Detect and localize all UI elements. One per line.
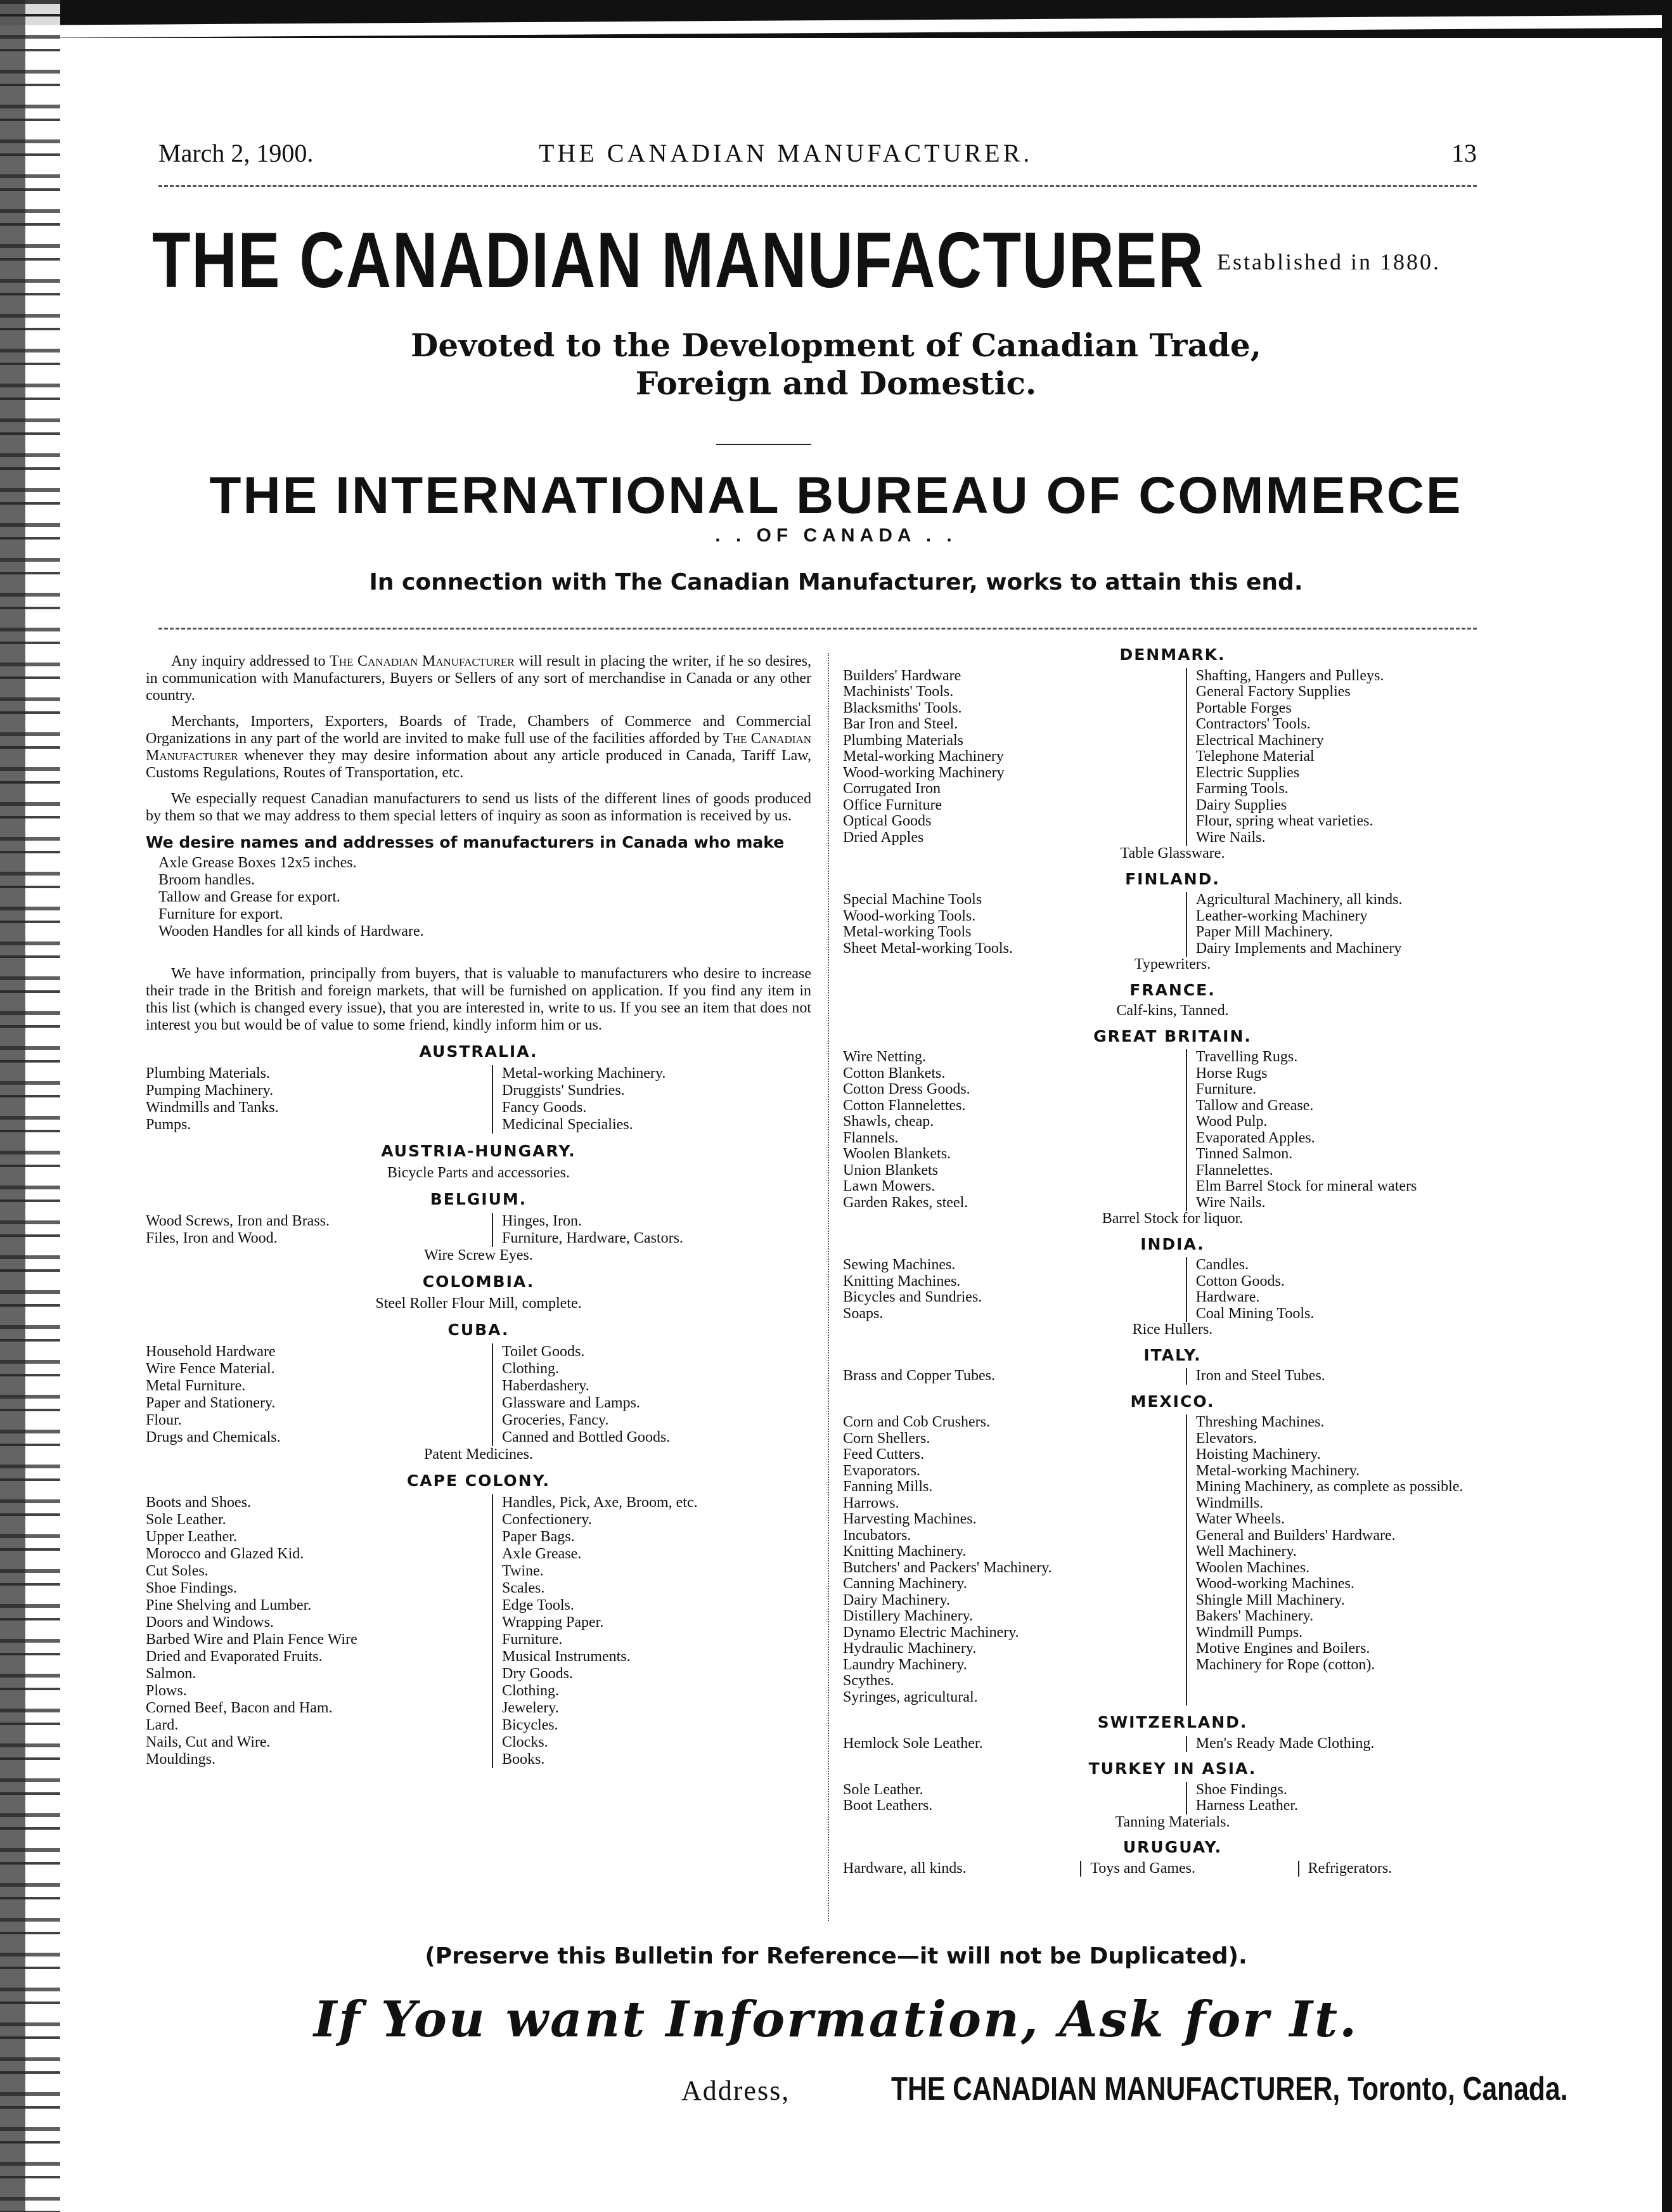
intro-p2-text-c: whenever they may desire information about any article produced in Canada, Tariff Law, Customs Regulations, Routes of Transportation, etc. — [146, 747, 811, 781]
australia-list-b — [492, 1065, 811, 1134]
list-item: Bakers' Machinery. — [1195, 1608, 1314, 1624]
list-item: Twine. — [502, 1563, 544, 1579]
preserve-notice: (Preserve this Bulletin for Reference—it will not be Duplicated). — [425, 1943, 1247, 1969]
list-item: Furniture, Hardware, Castors. — [502, 1230, 683, 1246]
heading-france: FRANCE. — [1129, 980, 1216, 999]
list-item: Lawn Mowers. — [843, 1178, 936, 1194]
list-item: Axle Grease Boxes 12x5 inches. — [158, 855, 357, 871]
heading-cuba: CUBA. — [447, 1321, 510, 1339]
list-item: Tallow and Grease. — [1195, 1097, 1314, 1114]
cape-list-b — [492, 1494, 811, 1768]
list-item: Wire Nails. — [1195, 1194, 1266, 1211]
list-item: Hinges, Iron. — [502, 1213, 582, 1229]
list-item: Wood-working Machines. — [1195, 1575, 1354, 1592]
list-item: Refrigerators. — [1298, 1861, 1502, 1877]
list-item: Household Hardware — [146, 1343, 276, 1360]
list-item: Dairy Machinery. — [843, 1591, 951, 1608]
denmark-list-a — [843, 668, 1186, 846]
list-item: Agricultural Machinery, all kinds. — [1195, 891, 1403, 908]
cuba-list-b — [492, 1343, 811, 1446]
connection-line: In connection with The Canadian Manufacturer, works to attain this end. — [369, 569, 1303, 595]
scan-edge-top — [0, 0, 1672, 38]
list-item: Evaporated Apples. — [1195, 1129, 1315, 1146]
list-item: Corned Beef, Bacon and Ham. — [146, 1700, 333, 1716]
australia-lists — [146, 1065, 811, 1134]
britain-list-a — [843, 1049, 1186, 1211]
heading-mexico: MEXICO. — [1130, 1392, 1215, 1411]
heading-belgium: BELGIUM. — [430, 1190, 527, 1208]
italy-list-b — [1186, 1368, 1502, 1385]
switzerland-list-a — [843, 1736, 1186, 1752]
list-item: Portable Forges — [1195, 699, 1292, 716]
list-item: Paper and Stationery. — [146, 1395, 276, 1411]
list-item: Table Glassware. — [1120, 845, 1225, 862]
heading-australia: AUSTRALIA. — [419, 1042, 538, 1061]
list-item: Paper Bags. — [502, 1529, 575, 1545]
list-item: Plows. — [146, 1683, 187, 1699]
bureau-title: THE INTERNATIONAL BUREAU OF COMMERCE — [209, 467, 1463, 524]
belgium-lists — [146, 1213, 811, 1247]
turkey-list-b — [1186, 1782, 1502, 1814]
list-item: Mining Machinery, as complete as possible. — [1195, 1478, 1463, 1495]
list-item: Tinned Salmon. — [1195, 1146, 1293, 1162]
heading-uruguay: URUGUAY. — [1122, 1838, 1223, 1856]
australia-list-a — [146, 1065, 492, 1134]
intro-paragraph-1 — [146, 653, 811, 704]
list-item: Confectionery. — [502, 1511, 592, 1528]
italy-list-a — [843, 1368, 1186, 1385]
list-item: Wood-working Machinery — [843, 764, 1005, 781]
finland-list-b — [1186, 892, 1502, 957]
list-item: General and Builders' Hardware. — [1195, 1527, 1396, 1544]
devoted-line-1: Devoted to the Development of Canadian Trade, — [410, 327, 1262, 364]
list-item: Doors and Windows. — [146, 1614, 274, 1631]
list-item: Hydraulic Machinery. — [843, 1640, 977, 1657]
list-item: Axle Grease. — [502, 1546, 582, 1562]
list-item: Shawls, cheap. — [843, 1113, 934, 1130]
running-head — [158, 138, 1477, 176]
mexico-lists — [843, 1414, 1502, 1705]
list-item: Distillery Machinery. — [843, 1608, 974, 1624]
uruguay-list — [843, 1861, 1502, 1877]
running-title: THE CANADIAN MANUFACTURER. — [539, 139, 1033, 167]
list-item: Harvesting Machines. — [843, 1511, 977, 1527]
list-item: Mouldings. — [146, 1751, 216, 1768]
list-item: Salmon. — [146, 1665, 196, 1682]
list-item: Groceries, Fancy. — [502, 1412, 609, 1428]
list-item: Men's Ready Made Clothing. — [1195, 1735, 1375, 1752]
spacer — [146, 940, 811, 966]
list-item: Dry Goods. — [502, 1665, 573, 1682]
heading-italy: ITALY. — [1143, 1345, 1202, 1364]
list-item: Special Machine Tools — [843, 891, 982, 908]
list-item: Electric Supplies — [1195, 764, 1300, 781]
list-item: Bicycles and Sundries. — [843, 1289, 982, 1305]
list-item: Scales. — [502, 1580, 545, 1596]
list-item: Pumps. — [146, 1116, 191, 1133]
intro-paragraph-2 — [146, 713, 811, 782]
list-item: General Factory Supplies — [1195, 683, 1351, 700]
heading-turkey: TURKEY IN ASIA. — [1088, 1759, 1257, 1778]
list-item: Wood-working Tools. — [843, 907, 976, 924]
list-item: Barrel Stock for liquor. — [1102, 1210, 1244, 1227]
list-item: Elevators. — [1195, 1430, 1257, 1447]
list-item: Sole Leather. — [146, 1511, 226, 1528]
belgium-list-a — [146, 1213, 492, 1247]
intro-p1-text-c: will result in placing the writer, if he so desires, in communication with Manufacturers, Buyers or Sellers of any sort of merchandise in Canada or any other country. — [146, 653, 811, 704]
list-item: Bicycle Parts and accessories. — [387, 1165, 570, 1181]
list-item: Knitting Machinery. — [843, 1543, 967, 1560]
list-item: Metal-working Machinery. — [502, 1065, 666, 1082]
list-item: Sewing Machines. — [843, 1257, 956, 1273]
address-name: THE CANADIAN MANUFACTURER, Toronto, Canada. — [891, 2071, 1568, 2107]
list-item: Iron and Steel Tubes. — [1195, 1368, 1325, 1384]
finland-lists — [843, 892, 1502, 957]
list-item: Bar Iron and Steel. — [843, 716, 958, 732]
list-item: Upper Leather. — [146, 1529, 237, 1545]
cape-list-a — [146, 1494, 492, 1768]
list-item: Builders' Hardware — [843, 667, 961, 684]
heading-switzerland: SWITZERLAND. — [1097, 1713, 1248, 1731]
intro-p2-text-a: Merchants, Importers, Exporters, Boards of Trade, Chambers of Commerce and Commercial Organizations in any part of the world are invited to make full use of the facilities afforded by — [146, 713, 811, 747]
list-item: Water Wheels. — [1195, 1511, 1285, 1527]
intro-p2-paper-name: The Canadian Manufacturer — [146, 730, 811, 764]
turkey-lists — [843, 1782, 1502, 1814]
list-item: Knitting Machines. — [843, 1272, 961, 1290]
list-item: Motive Engines and Boilers. — [1195, 1640, 1370, 1657]
list-item: Wood Pulp. — [1195, 1113, 1268, 1130]
list-item: Plumbing Materials. — [146, 1065, 270, 1082]
list-item: Patent Medicines. — [424, 1446, 533, 1463]
established-note: Established in 1880. — [1217, 249, 1441, 275]
list-item: Fancy Goods. — [502, 1099, 587, 1116]
list-item: Druggists' Sundries. — [502, 1082, 625, 1099]
list-item: Musical Instruments. — [502, 1648, 631, 1665]
list-item: Lard. — [146, 1717, 179, 1733]
list-item: Garden Rakes, steel. — [843, 1194, 968, 1211]
list-item: Corrugated Iron — [843, 780, 941, 797]
list-item: Metal-working Machinery — [843, 748, 1004, 765]
list-item: Leather-working Machinery — [1195, 907, 1368, 924]
list-item: Horse Rugs — [1195, 1064, 1268, 1082]
list-item: Metal-working Tools — [843, 924, 972, 940]
list-item: Canning Machinery. — [843, 1575, 967, 1592]
list-item: Butchers' and Packers' Machinery. — [843, 1559, 1052, 1576]
list-item: Dried Apples — [843, 829, 924, 846]
list-item: Drugs and Chemicals. — [146, 1429, 281, 1446]
heading-austria-hungary: AUSTRIA-HUNGARY. — [381, 1142, 576, 1160]
turkey-list-a — [843, 1782, 1186, 1814]
list-item: Wire Screw Eyes. — [424, 1247, 533, 1264]
list-item: Threshing Machines. — [1195, 1414, 1325, 1430]
list-item: Windmill Pumps. — [1195, 1624, 1303, 1641]
list-item: Wire Nails. — [1195, 829, 1266, 846]
india-list-b — [1186, 1257, 1502, 1322]
list-item: Laundry Machinery. — [843, 1656, 967, 1673]
list-item: Wire Netting. — [843, 1049, 926, 1065]
britain-list-b — [1186, 1049, 1502, 1211]
list-item: Medicinal Specialies. — [502, 1116, 633, 1133]
list-item: Clocks. — [502, 1734, 548, 1750]
short-rule — [716, 444, 811, 445]
list-item: Files, Iron and Wood. — [146, 1230, 278, 1246]
list-item: Shoe Findings. — [146, 1580, 238, 1596]
list-item: Blacksmiths' Tools. — [843, 699, 962, 716]
list-item: Woolen Machines. — [1195, 1559, 1310, 1576]
cape-lists — [146, 1494, 811, 1768]
india-list-a — [843, 1257, 1186, 1322]
list-item: Flannels. — [843, 1129, 899, 1146]
list-item: Canned and Bottled Goods. — [502, 1429, 671, 1446]
india-lists — [843, 1257, 1502, 1322]
list-item: Electrical Machinery — [1195, 732, 1324, 749]
list-item: Jewelery. — [502, 1700, 559, 1716]
list-item: Nails, Cut and Wire. — [146, 1734, 271, 1750]
list-item: Hardware, all kinds. — [843, 1860, 967, 1877]
list-item: Evaporators. — [843, 1462, 920, 1479]
list-item: Optical Goods — [843, 813, 932, 829]
list-item: Bicycles. — [502, 1717, 558, 1733]
list-item: Woolen Blankets. — [843, 1146, 951, 1162]
intro-paragraph-4: We have information, principally from buyers, that is valuable to manufacturers who desire to increase their trade in the British and foreign markets, that will be furnished on application. If you find any item in this list (which is changed every issue), that you are interested in, write to us. If you see an item that does not interest you but would be of value to some friend, kindly inform him or us. — [146, 966, 811, 1033]
heading-great-britain: GREAT BRITAIN. — [1093, 1026, 1252, 1045]
list-item: Wire Fence Material. — [146, 1361, 275, 1377]
list-item: Rice Hullers. — [1132, 1321, 1213, 1338]
list-item: Sole Leather. — [843, 1781, 923, 1798]
list-item: Feed Cutters. — [843, 1446, 924, 1463]
list-item: Boot Leathers. — [843, 1797, 933, 1814]
britain-lists — [843, 1049, 1502, 1211]
list-item: Wooden Handles for all kinds of Hardware. — [158, 923, 424, 940]
list-item: Harness Leather. — [1195, 1797, 1299, 1814]
address-line — [681, 2070, 1672, 2108]
heading-india: INDIA. — [1140, 1234, 1205, 1253]
list-item: Books. — [502, 1751, 545, 1768]
list-item: Scythes. — [843, 1672, 894, 1689]
page-number: 13 — [1451, 139, 1477, 167]
list-item: Furniture for export. — [158, 906, 283, 922]
list-item: Pumping Machinery. — [146, 1082, 274, 1099]
list-item: Plumbing Materials — [843, 732, 963, 749]
list-item: Toys and Games. — [1080, 1861, 1297, 1877]
cuba-lists — [146, 1343, 811, 1446]
list-item: Shoe Findings. — [1195, 1781, 1287, 1798]
list-item: Toilet Goods. — [502, 1343, 585, 1360]
list-item: Glassware and Lamps. — [502, 1395, 640, 1411]
list-item: Travelling Rugs. — [1195, 1049, 1298, 1065]
list-item: Cotton Dress Goods. — [843, 1081, 970, 1097]
list-item: Sheet Metal-working Tools. — [843, 940, 1013, 957]
desire-list — [146, 855, 811, 940]
column-divider — [828, 653, 829, 1921]
list-item: Clothing. — [502, 1683, 560, 1699]
list-item: Windmills and Tanks. — [146, 1099, 279, 1116]
list-item: Shafting, Hangers and Pulleys. — [1195, 667, 1384, 684]
italy-lists — [843, 1368, 1502, 1385]
intro-p1-text-a: Any inquiry addressed to — [171, 653, 330, 669]
list-item: Paper Mill Machinery. — [1195, 924, 1334, 940]
list-item: Machinery for Rope (cotton). — [1195, 1656, 1375, 1673]
devoted-line-2: Foreign and Domestic. — [635, 365, 1037, 402]
left-column — [146, 653, 811, 1768]
heading-cape-colony: CAPE COLONY. — [406, 1471, 551, 1490]
ask-for-information: If You want Information, Ask for It. — [313, 1991, 1359, 2048]
list-item: Pine Shelving and Lumber. — [146, 1597, 312, 1614]
list-item: Soaps. — [843, 1305, 884, 1322]
cuba-list-a — [146, 1343, 492, 1446]
list-item: Flannelettes. — [1195, 1161, 1273, 1179]
list-item: Brass and Copper Tubes. — [843, 1368, 996, 1384]
list-item: Handles, Pick, Axe, Broom, etc. — [502, 1494, 698, 1511]
list-item: Syringes, agricultural. — [843, 1688, 978, 1705]
mexico-list-a — [843, 1414, 1186, 1705]
devoted-subtitle — [0, 327, 1672, 403]
masthead-title: THE CANADIAN MANUFACTURER — [152, 217, 1205, 304]
running-date: March 2, 1900. — [158, 139, 314, 167]
list-item: Candles. — [1195, 1257, 1249, 1273]
list-item: Cut Soles. — [146, 1563, 209, 1579]
denmark-list-b — [1186, 668, 1502, 846]
bureau-subtitle: . . OF CANADA . . — [715, 525, 957, 546]
list-item: Dairy Implements and Machinery — [1195, 940, 1402, 957]
list-item: Well Machinery. — [1195, 1543, 1297, 1560]
intro-paragraph-3: We especially request Canadian manufacturers to send us lists of the different lines of goods produced by them so that we may address to them special letters of inquiry as soon as information is received by us. — [146, 791, 811, 824]
list-item: Tanning Materials. — [1115, 1813, 1230, 1830]
list-item: Barbed Wire and Plain Fence Wire — [146, 1631, 357, 1648]
list-item: Flour. — [146, 1412, 182, 1428]
list-item: Cotton Goods. — [1195, 1272, 1285, 1290]
denmark-lists — [843, 668, 1502, 846]
list-item: Flour, spring wheat varieties. — [1195, 813, 1373, 829]
list-item: Furniture. — [1195, 1081, 1257, 1097]
switzerland-list-b — [1186, 1736, 1502, 1752]
mexico-list-b — [1186, 1414, 1502, 1705]
list-item: Typewriters. — [1134, 956, 1211, 973]
list-item: Clothing. — [502, 1361, 560, 1377]
list-item: Hoisting Machinery. — [1195, 1446, 1321, 1463]
list-item: Machinists' Tools. — [843, 683, 954, 700]
heading-finland: FINLAND. — [1125, 869, 1220, 888]
list-item: Corn and Cob Crushers. — [843, 1414, 990, 1430]
list-item: Boots and Shoes. — [146, 1494, 252, 1511]
list-item: Dried and Evaporated Fruits. — [146, 1648, 323, 1665]
list-item: Windmills. — [1195, 1494, 1264, 1511]
list-item: Dairy Supplies — [1195, 796, 1287, 813]
list-item: Wood Screws, Iron and Brass. — [146, 1213, 330, 1229]
intro-p1-paper-name: The Canadian Manufacturer — [330, 653, 515, 669]
list-item: Metal Furniture. — [146, 1378, 246, 1394]
list-item: Calf-kins, Tanned. — [1116, 1002, 1229, 1019]
list-item: Union Blankets — [843, 1161, 938, 1179]
list-item: Wrapping Paper. — [502, 1614, 604, 1631]
heading-colombia: COLOMBIA. — [422, 1272, 535, 1291]
list-item: Broom handles. — [158, 872, 255, 888]
rule-under-running-head — [158, 185, 1477, 187]
list-item: Coal Mining Tools. — [1195, 1305, 1315, 1322]
list-item: Fanning Mills. — [843, 1478, 933, 1495]
list-item: Corn Shellers. — [843, 1430, 930, 1447]
list-item: Hardware. — [1195, 1289, 1260, 1305]
list-item: Tallow and Grease for export. — [158, 889, 340, 905]
list-item: Furniture. — [502, 1631, 563, 1648]
list-item: Steel Roller Flour Mill, complete. — [375, 1295, 582, 1312]
address-label: Address, — [681, 2075, 790, 2106]
switzerland-lists — [843, 1736, 1502, 1752]
rule-above-columns — [158, 628, 1477, 630]
belgium-list-b — [492, 1213, 811, 1247]
list-item: Harrows. — [843, 1494, 899, 1511]
list-item: Contractors' Tools. — [1195, 716, 1311, 732]
list-item: Morocco and Glazed Kid. — [146, 1546, 304, 1562]
right-column — [843, 647, 1502, 1877]
list-item: Metal-working Machinery. — [1195, 1462, 1360, 1479]
list-item: Farming Tools. — [1195, 780, 1289, 797]
desire-heading: We desire names and addresses of manufacturers in Canada who make — [146, 833, 785, 851]
list-item: Hemlock Sole Leather. — [843, 1735, 983, 1752]
list-item: Shingle Mill Machinery. — [1195, 1591, 1345, 1608]
list-item: Haberdashery. — [502, 1378, 589, 1394]
finland-list-a — [843, 892, 1186, 957]
list-item: Elm Barrel Stock for mineral waters — [1195, 1178, 1417, 1194]
list-item: Office Furniture — [843, 796, 942, 813]
list-item: Cotton Flannelettes. — [843, 1097, 966, 1114]
list-item: Dynamo Electric Machinery. — [843, 1624, 1019, 1641]
list-item: Telephone Material — [1195, 748, 1315, 765]
list-item: Incubators. — [843, 1527, 911, 1544]
list-item: Cotton Blankets. — [843, 1064, 946, 1082]
list-item: Edge Tools. — [502, 1597, 574, 1614]
heading-denmark: DENMARK. — [1119, 645, 1226, 664]
